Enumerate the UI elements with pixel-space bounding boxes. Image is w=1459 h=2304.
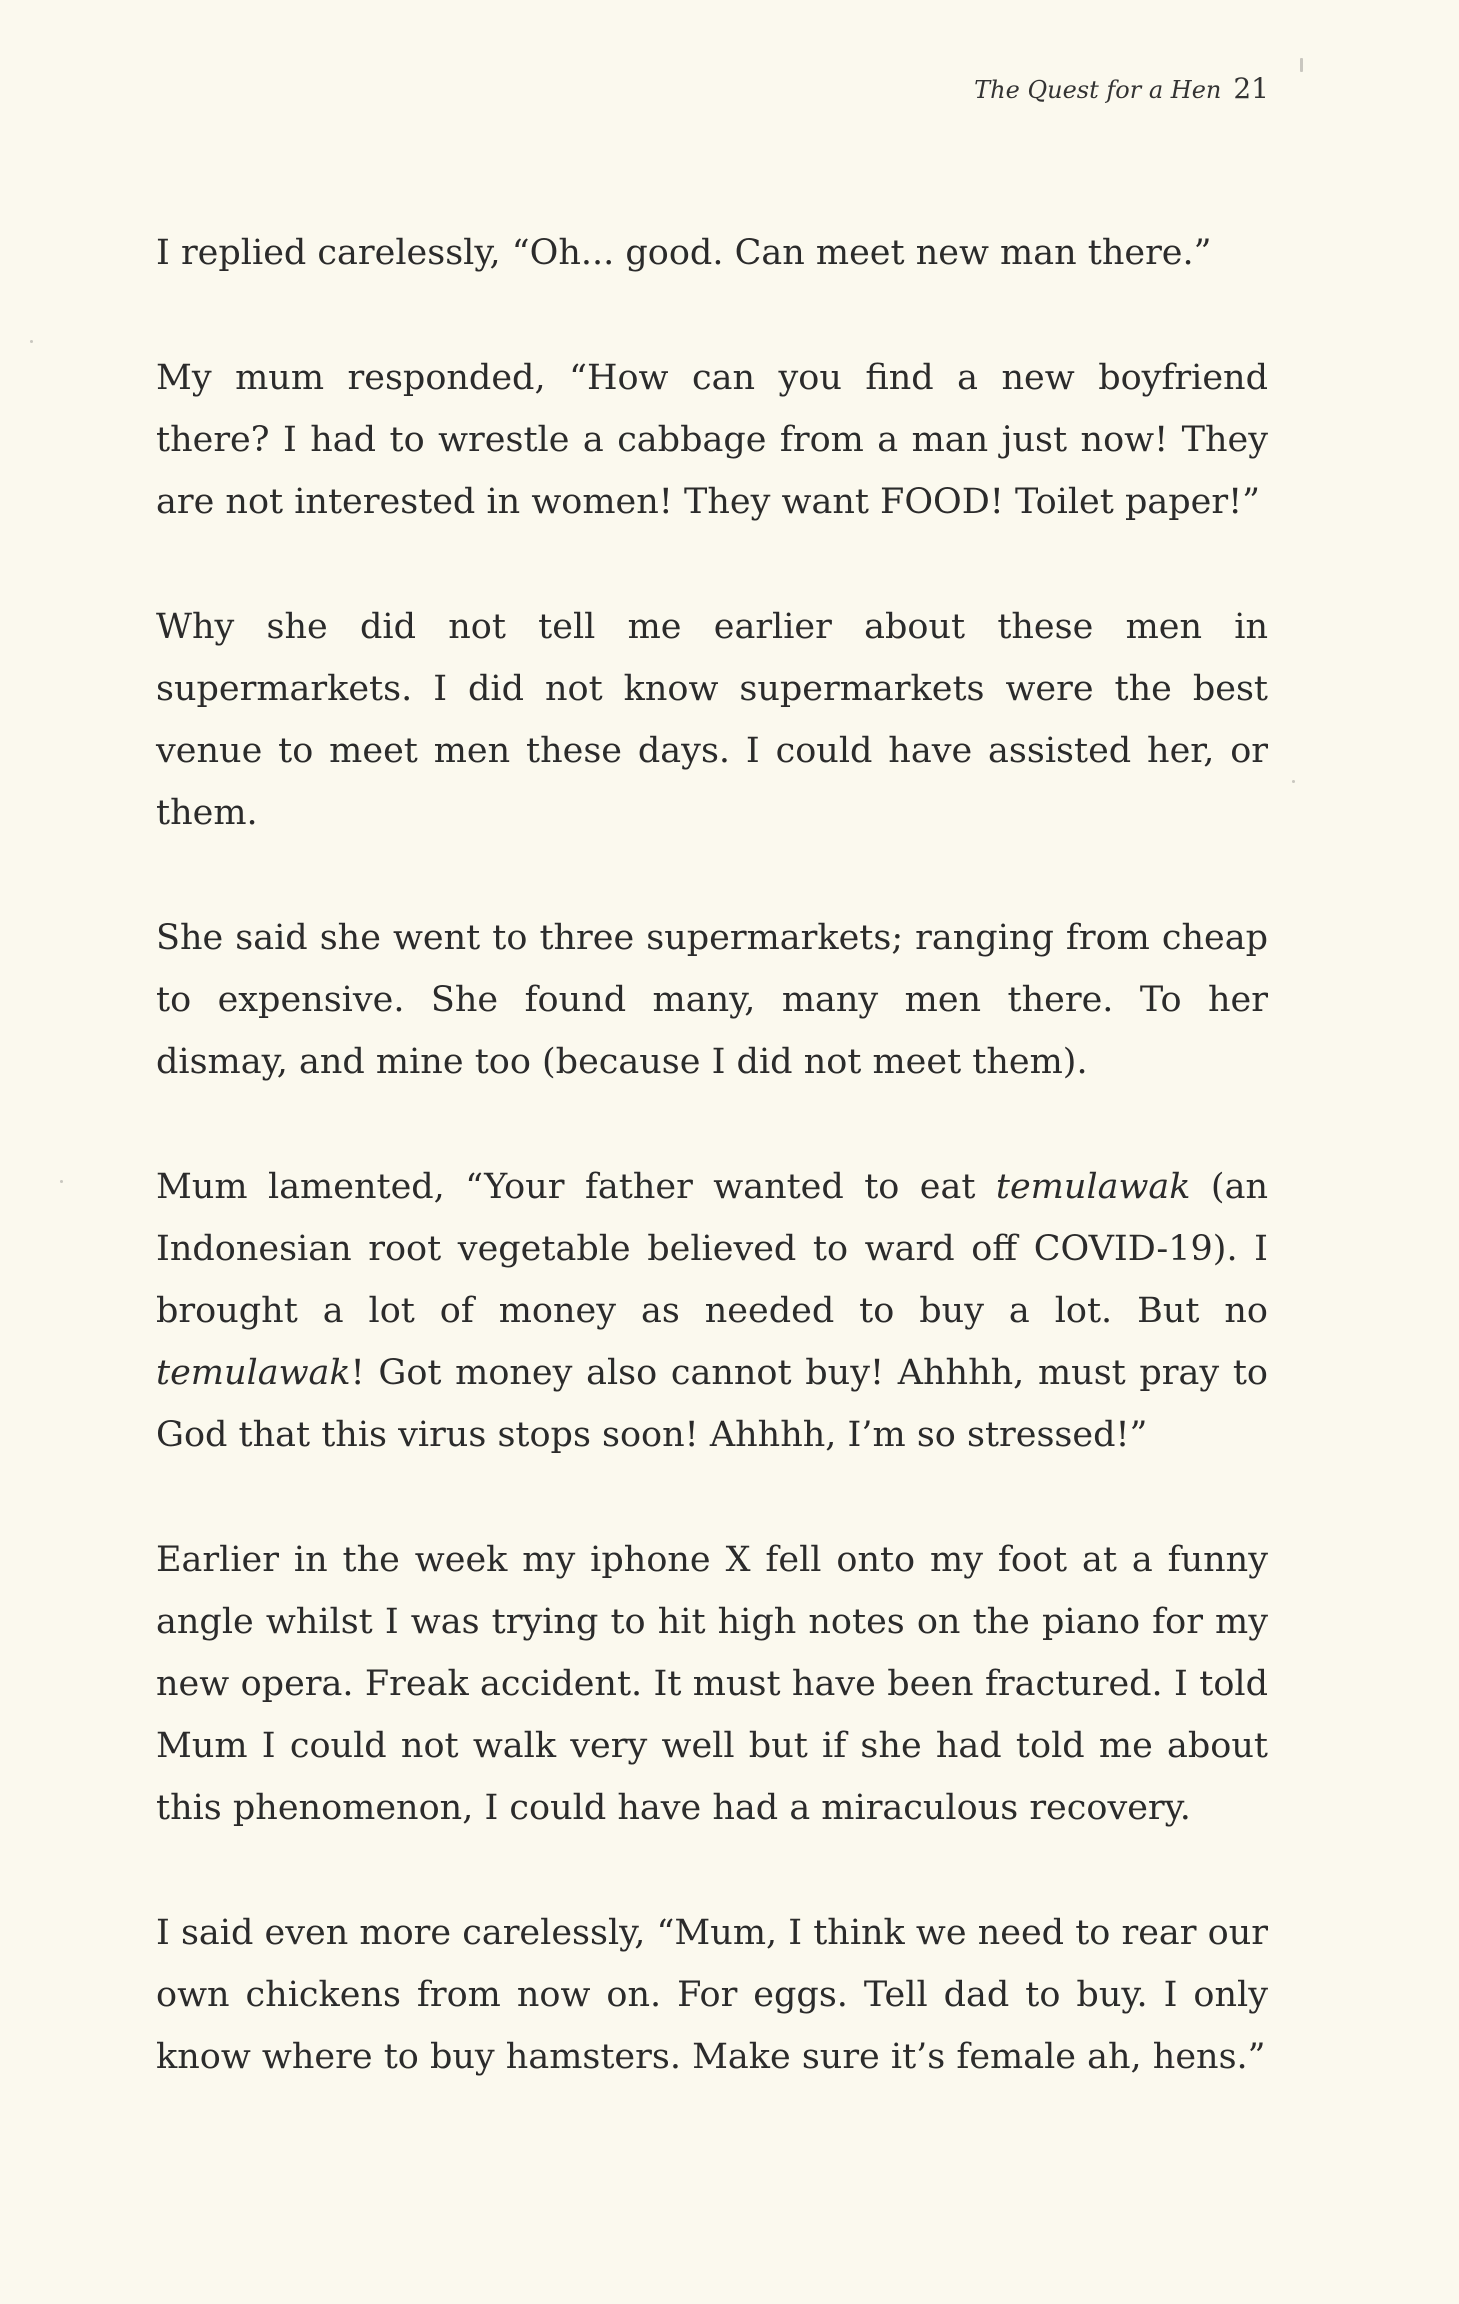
paragraph: Earlier in the week my iphone X fell onto my foot at a funny angle whilst I was trying to hit high notes on the piano for my new opera. Freak accident. It must have been fractured. I told Mum I could not walk very well but if she had told me about this phenomenon, I could have had a miraculous recovery. — [156, 1540, 1268, 1828]
scan-speck — [30, 340, 33, 343]
scan-speck — [1300, 58, 1303, 72]
paragraph: I replied carelessly, “Oh... good. Can meet new man there.” — [156, 233, 1212, 273]
paragraph: Why she did not tell me earlier about these men in supermarkets. I did not know supermarkets were the best venue to meet men these days. I could have assisted her, or them. — [156, 607, 1268, 833]
paragraph: She said she went to three supermarkets; ranging from cheap to expensive. She found many, many men there. To her dismay, and mine too (because I did not meet them). — [156, 918, 1268, 1082]
paragraph-text: ! Got money also cannot buy! Ahhhh, must pray to God that this virus stops soon! Ahhhh, I’m so stressed!” — [156, 1353, 1268, 1455]
paragraph — [156, 1156, 1268, 1466]
scan-speck — [1292, 780, 1295, 783]
paragraph: My mum responded, “How can you find a new boyfriend there? I had to wrestle a cabbage from a man just now! They are not interested in women! They want FOOD! Toilet paper!” — [156, 358, 1268, 522]
running-header-title: The Quest for a Hen — [974, 76, 1222, 104]
paragraph-text: Mum lamented, “Your father wanted to eat — [156, 1167, 996, 1207]
running-header — [974, 72, 1269, 105]
scan-speck — [60, 1180, 63, 1183]
italic-term: temulawak — [995, 1167, 1191, 1207]
italic-term: temulawak — [156, 1353, 351, 1393]
body-text — [156, 222, 1268, 2151]
paragraph: I said even more carelessly, “Mum, I think we need to rear our own chickens from now on. For eggs. Tell dad to buy. I only know where to buy hamsters. Make sure it’s female ah, hens.” — [156, 1913, 1268, 2077]
page-number: 21 — [1233, 72, 1269, 105]
paragraph-text: (an Indonesian root vegetable believed to ward off COVID-19). I brought a lot of money as needed to buy a lot. But no — [156, 1167, 1268, 1331]
